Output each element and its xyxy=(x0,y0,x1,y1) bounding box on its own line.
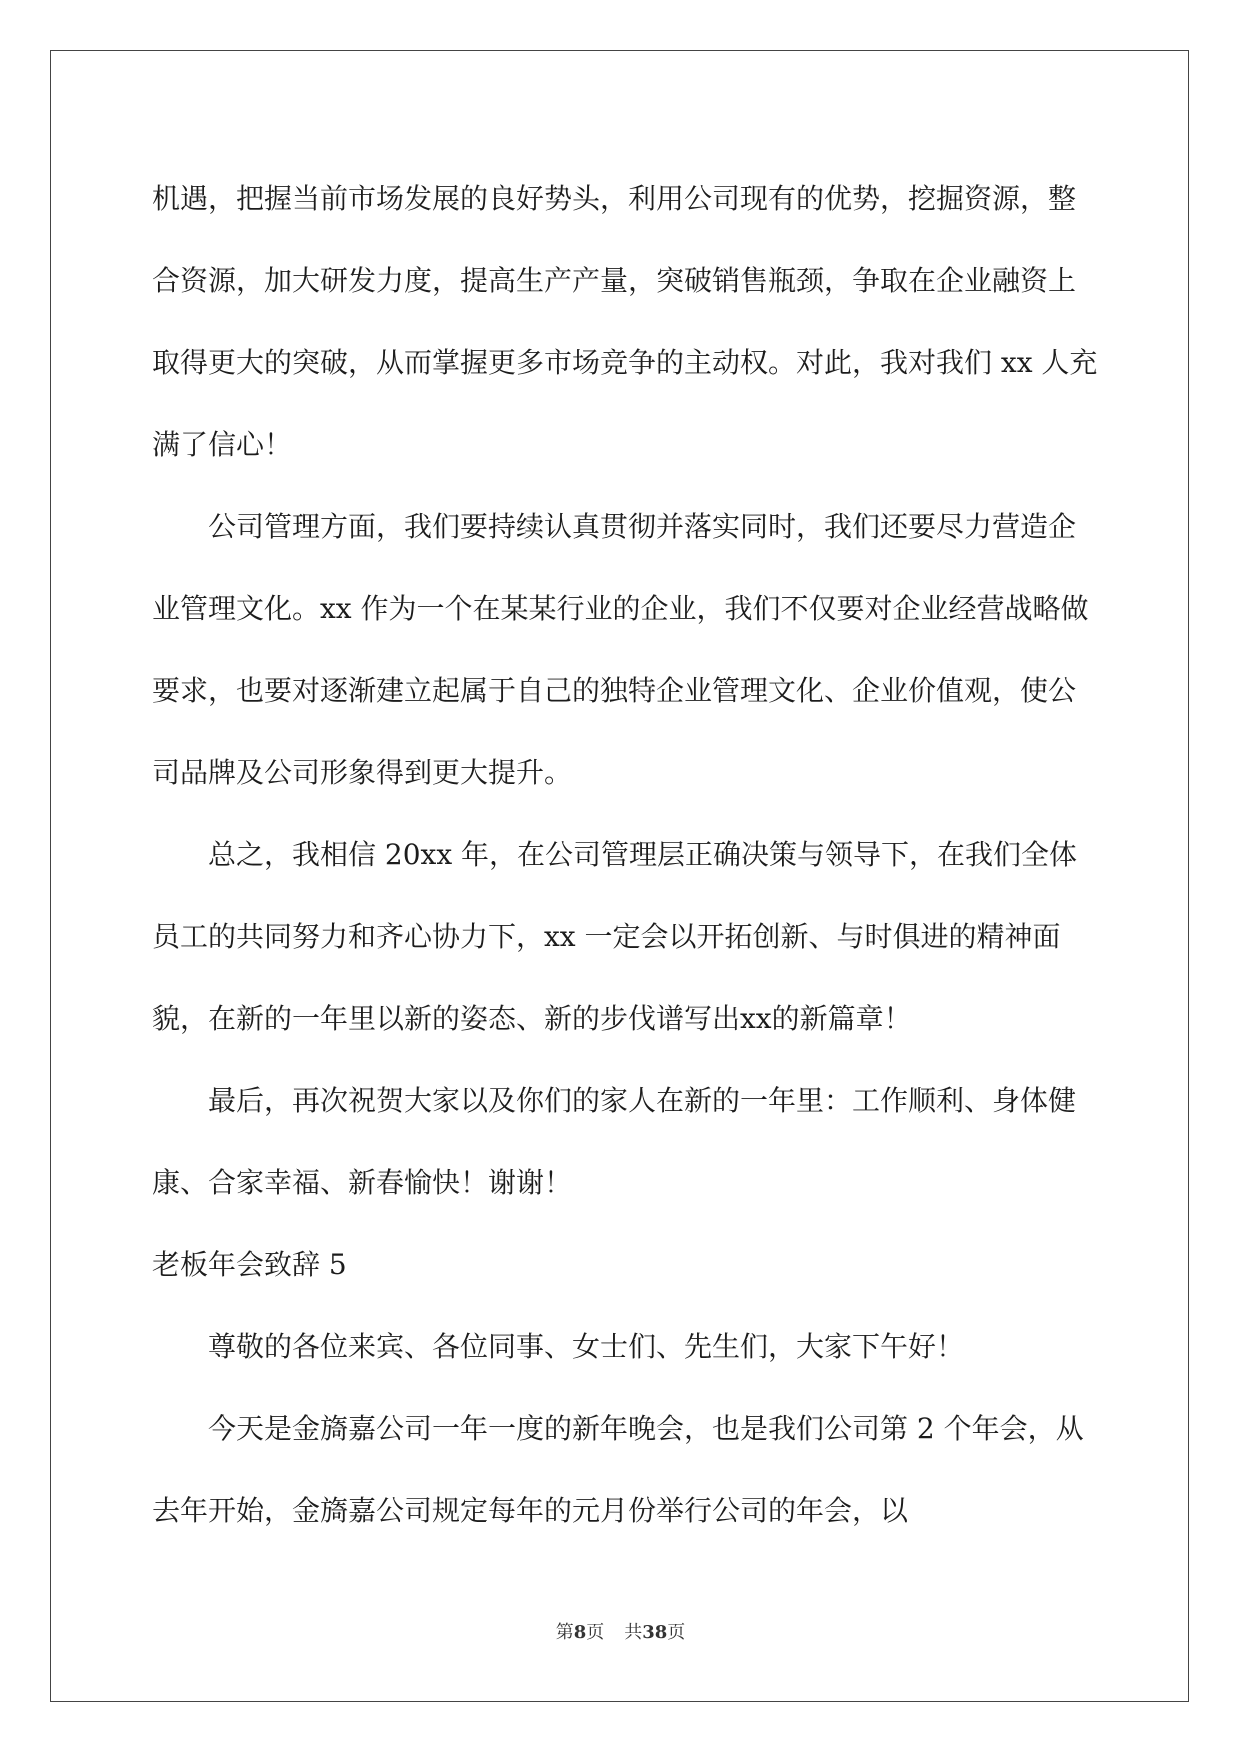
page-suffix: 页 xyxy=(586,1622,605,1643)
page-prefix: 第 xyxy=(555,1622,574,1643)
paragraph-intro: 今天是金旖嘉公司一年一度的新年晚会，也是我们公司第 2 个年会，从去年开始，金旖嘉公司规定每年的元月份举行公司的年会，以 xyxy=(152,1412,1084,1527)
page-footer xyxy=(0,1618,1241,1644)
paragraph-closing-wishes: 最后，再次祝贺大家以及你们的家人在新的一年里：工作顺利、身体健康、合家幸福、新春愉快！谢谢！ xyxy=(152,1084,1077,1199)
page-number: 8 xyxy=(573,1622,587,1643)
paragraph-continuation: 机遇，把握当前市场发展的良好势头，利用公司现有的优势，挖掘资源，整合资源，加大研发力度，提高生产产量，突破销售瓶颈，争取在企业融资上取得更大的突破，从而掌握更多市场竞争的主动权。对此，我对我们 xx 人充满了信心！ xyxy=(152,182,1098,461)
document-body xyxy=(152,158,1102,1552)
total-prefix: 共 xyxy=(624,1622,643,1643)
paragraph-summary: 总之，我相信 20xx 年，在公司管理层正确决策与领导下，在我们全体员工的共同努力和齐心协力下，xx 一定会以开拓创新、与时俱进的精神面貌，在新的一年里以新的姿态、新的步伐谱写出xx的新篇章！ xyxy=(152,838,1078,1035)
section-heading: 老板年会致辞 5 xyxy=(152,1248,347,1281)
paragraph-management: 公司管理方面，我们要持续认真贯彻并落实同时，我们还要尽力营造企业管理文化。xx 作为一个在某某行业的企业，我们不仅要对企业经营战略做要求，也要对逐渐建立起属于自己的独特企业管理文化、企业价值观，使公司品牌及公司形象得到更大提升。 xyxy=(152,510,1089,789)
total-pages: 38 xyxy=(642,1622,668,1643)
total-suffix: 页 xyxy=(667,1622,686,1643)
paragraph-greeting: 尊敬的各位来宾、各位同事、女士们、先生们，大家下午好！ xyxy=(208,1330,965,1363)
